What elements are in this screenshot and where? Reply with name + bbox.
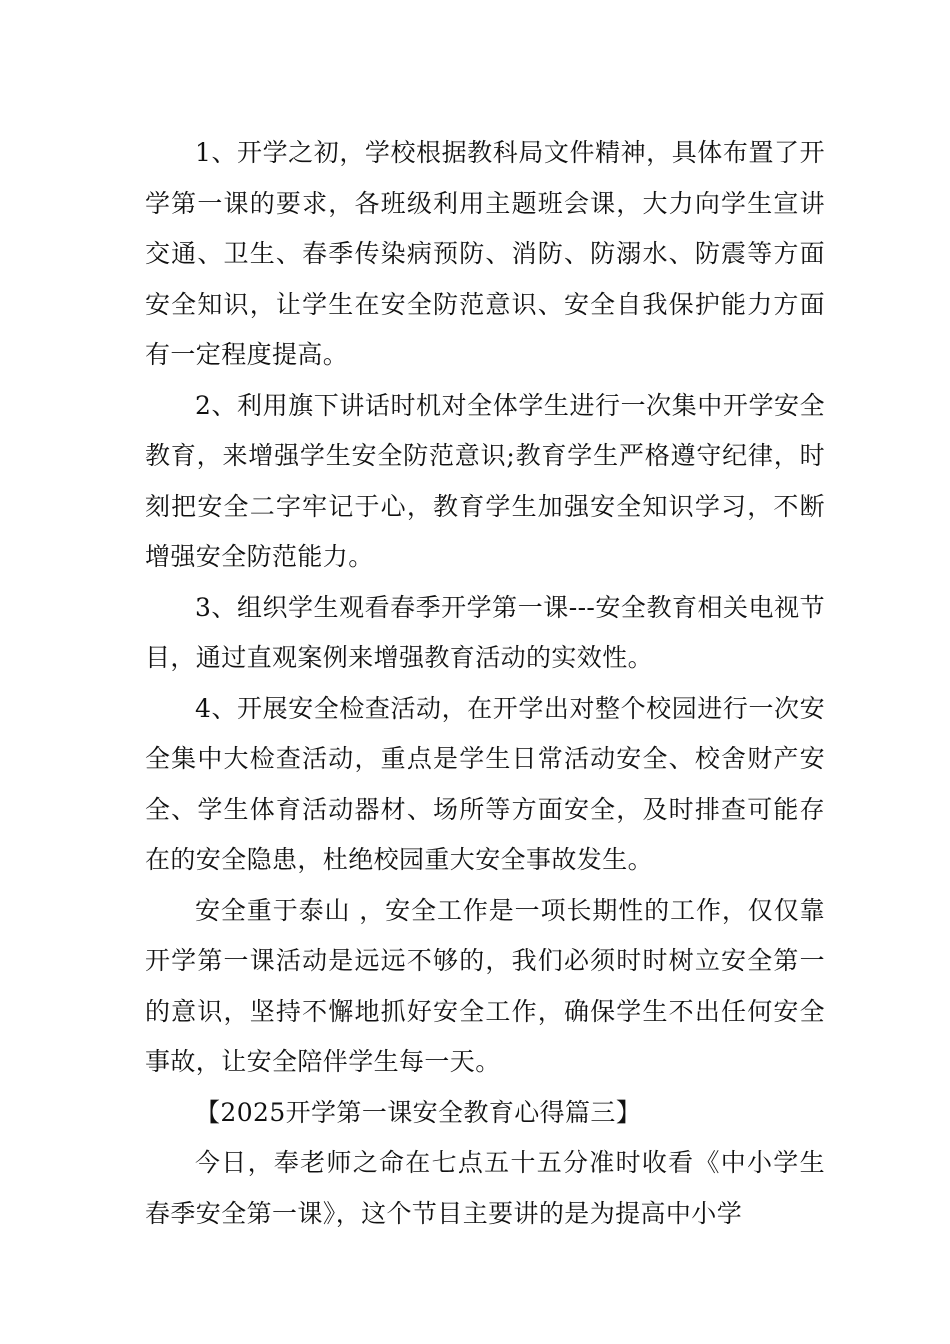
- section-heading: 【2025开学第一课安全教育心得篇三】: [195, 1097, 642, 1127]
- paragraph-6: 今日，奉老师之命在七点五十五分准时收看《中小学生春季安全第一课》，这个节目主要讲的是为提高中小学: [145, 1148, 825, 1228]
- paragraph-1: 1、开学之初，学校根据教科局文件精神，具体布置了开学第一课的要求，各班级利用主题班会课，大力向学生宣讲交通、卫生、春季传染病预防、消防、防溺水、防震等方面安全知识，让学生在安全防范意识、安全自我保护能力方面有一定程度提高。: [145, 138, 825, 369]
- paragraph-5: 安全重于泰山 ，安全工作是一项长期性的工作，仅仅靠开学第一课活动是远远不够的，我们必须时时树立安全第一的意识，坚持不懈地抓好安全工作，确保学生不出任何安全事故，让安全陪伴学生每一天。: [145, 895, 825, 1076]
- paragraph-2: 2、利用旗下讲话时机对全体学生进行一次集中开学安全教育，来增强学生安全防范意识;教育学生严格遵守纪律，时刻把安全二字牢记于心，教育学生加强安全知识学习，不断增强安全防范能力。: [145, 390, 825, 571]
- document-body: [145, 128, 825, 1239]
- paragraph-4: 4、开展安全检查活动，在开学出对整个校园进行一次安全集中大检查活动，重点是学生日常活动安全、校舍财产安全、学生体育活动器材、场所等方面安全，及时排查可能存在的安全隐患，杜绝校园重大安全事故发生。: [145, 693, 825, 874]
- paragraph-3: 3、组织学生观看春季开学第一课---安全教育相关电视节目，通过直观案例来增强教育活动的实效性。: [145, 592, 825, 672]
